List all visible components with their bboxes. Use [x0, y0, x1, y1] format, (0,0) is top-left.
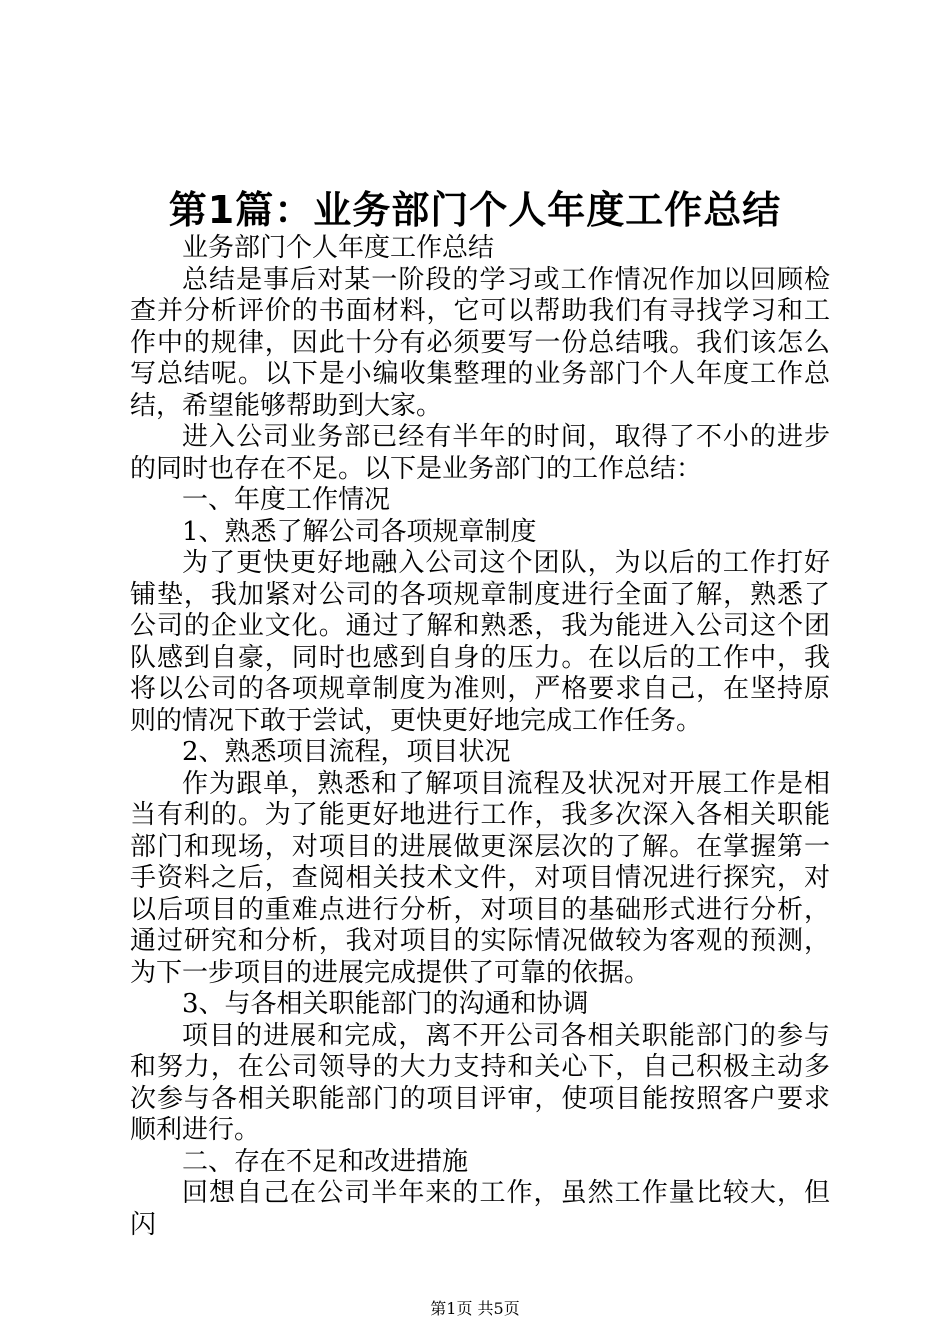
- paragraph-overview: 进入公司业务部已经有半年的时间，取得了不小的进步的同时也存在不足。以下是业务部门的工作总结：: [130, 422, 830, 484]
- paragraph-shortcomings: 回想自己在公司半年来的工作，虽然工作量比较大，但闪: [130, 1178, 830, 1240]
- subsection-heading-rules: 1、熟悉了解公司各项规章制度: [182, 516, 537, 547]
- section-heading-annual-work: 一、年度工作情况: [182, 485, 391, 515]
- subsection-heading-project-flow: 2、熟悉项目流程，项目状况: [182, 737, 511, 767]
- paragraph-coordination: 项目的进展和完成，离不开公司各相关职能部门的参与和努力，在公司领导的大力支持和关心下，自己积极主动多次参与各相关职能部门的项目评审，使项目能按照客户要求顺利进行。: [130, 1020, 830, 1145]
- page-title: 第1篇：业务部门个人年度工作总结: [168, 188, 782, 232]
- section-heading-shortcomings: 二、存在不足和改进措施: [182, 1146, 469, 1177]
- document-body: [130, 233, 830, 1241]
- paragraph-project-flow: 作为跟单，熟悉和了解项目流程及状况对开展工作是相当有利的。为了能更好地进行工作，我多次深入各相关职能部门和现场，对项目的进展做更深层次的了解。在掌握第一手资料之后，查阅相关技术文件，对项目情况进行探究，对以后项目的重难点进行分析，对项目的基础形式进行分析，通过研究和分析，我对项目的实际情况做较为客观的预测，为下一步项目的进展完成提供了可靠的依据。: [130, 768, 830, 988]
- paragraph-rules: 为了更快更好地融入公司这个团队，为以后的工作打好铺垫，我加紧对公司的各项规章制度进行全面了解，熟悉了公司的企业文化。通过了解和熟悉，我为能进入公司这个团队感到自豪，同时也感到自身的压力。在以后的工作中，我将以公司的各项规章制度为准则，严格要求自己，在坚持原则的情况下敢于尝试，更快更好地完成工作任务。: [130, 548, 830, 736]
- page-footer: 第1页 共5页: [430, 1299, 520, 1318]
- paragraph-intro: 总结是事后对某一阶段的学习或工作情况作加以回顾检查并分析评价的书面材料，它可以帮助我们有寻找学习和工作中的规律，因此十分有必须要写一份总结哦。我们该怎么写总结呢。以下是小编收集整理的业务部门个人年度工作总结，希望能够帮助到大家。: [130, 264, 830, 421]
- subsection-heading-coordination: 3、与各相关职能部门的沟通和协调: [182, 989, 589, 1019]
- paragraph-subtitle: 业务部门个人年度工作总结: [182, 233, 495, 263]
